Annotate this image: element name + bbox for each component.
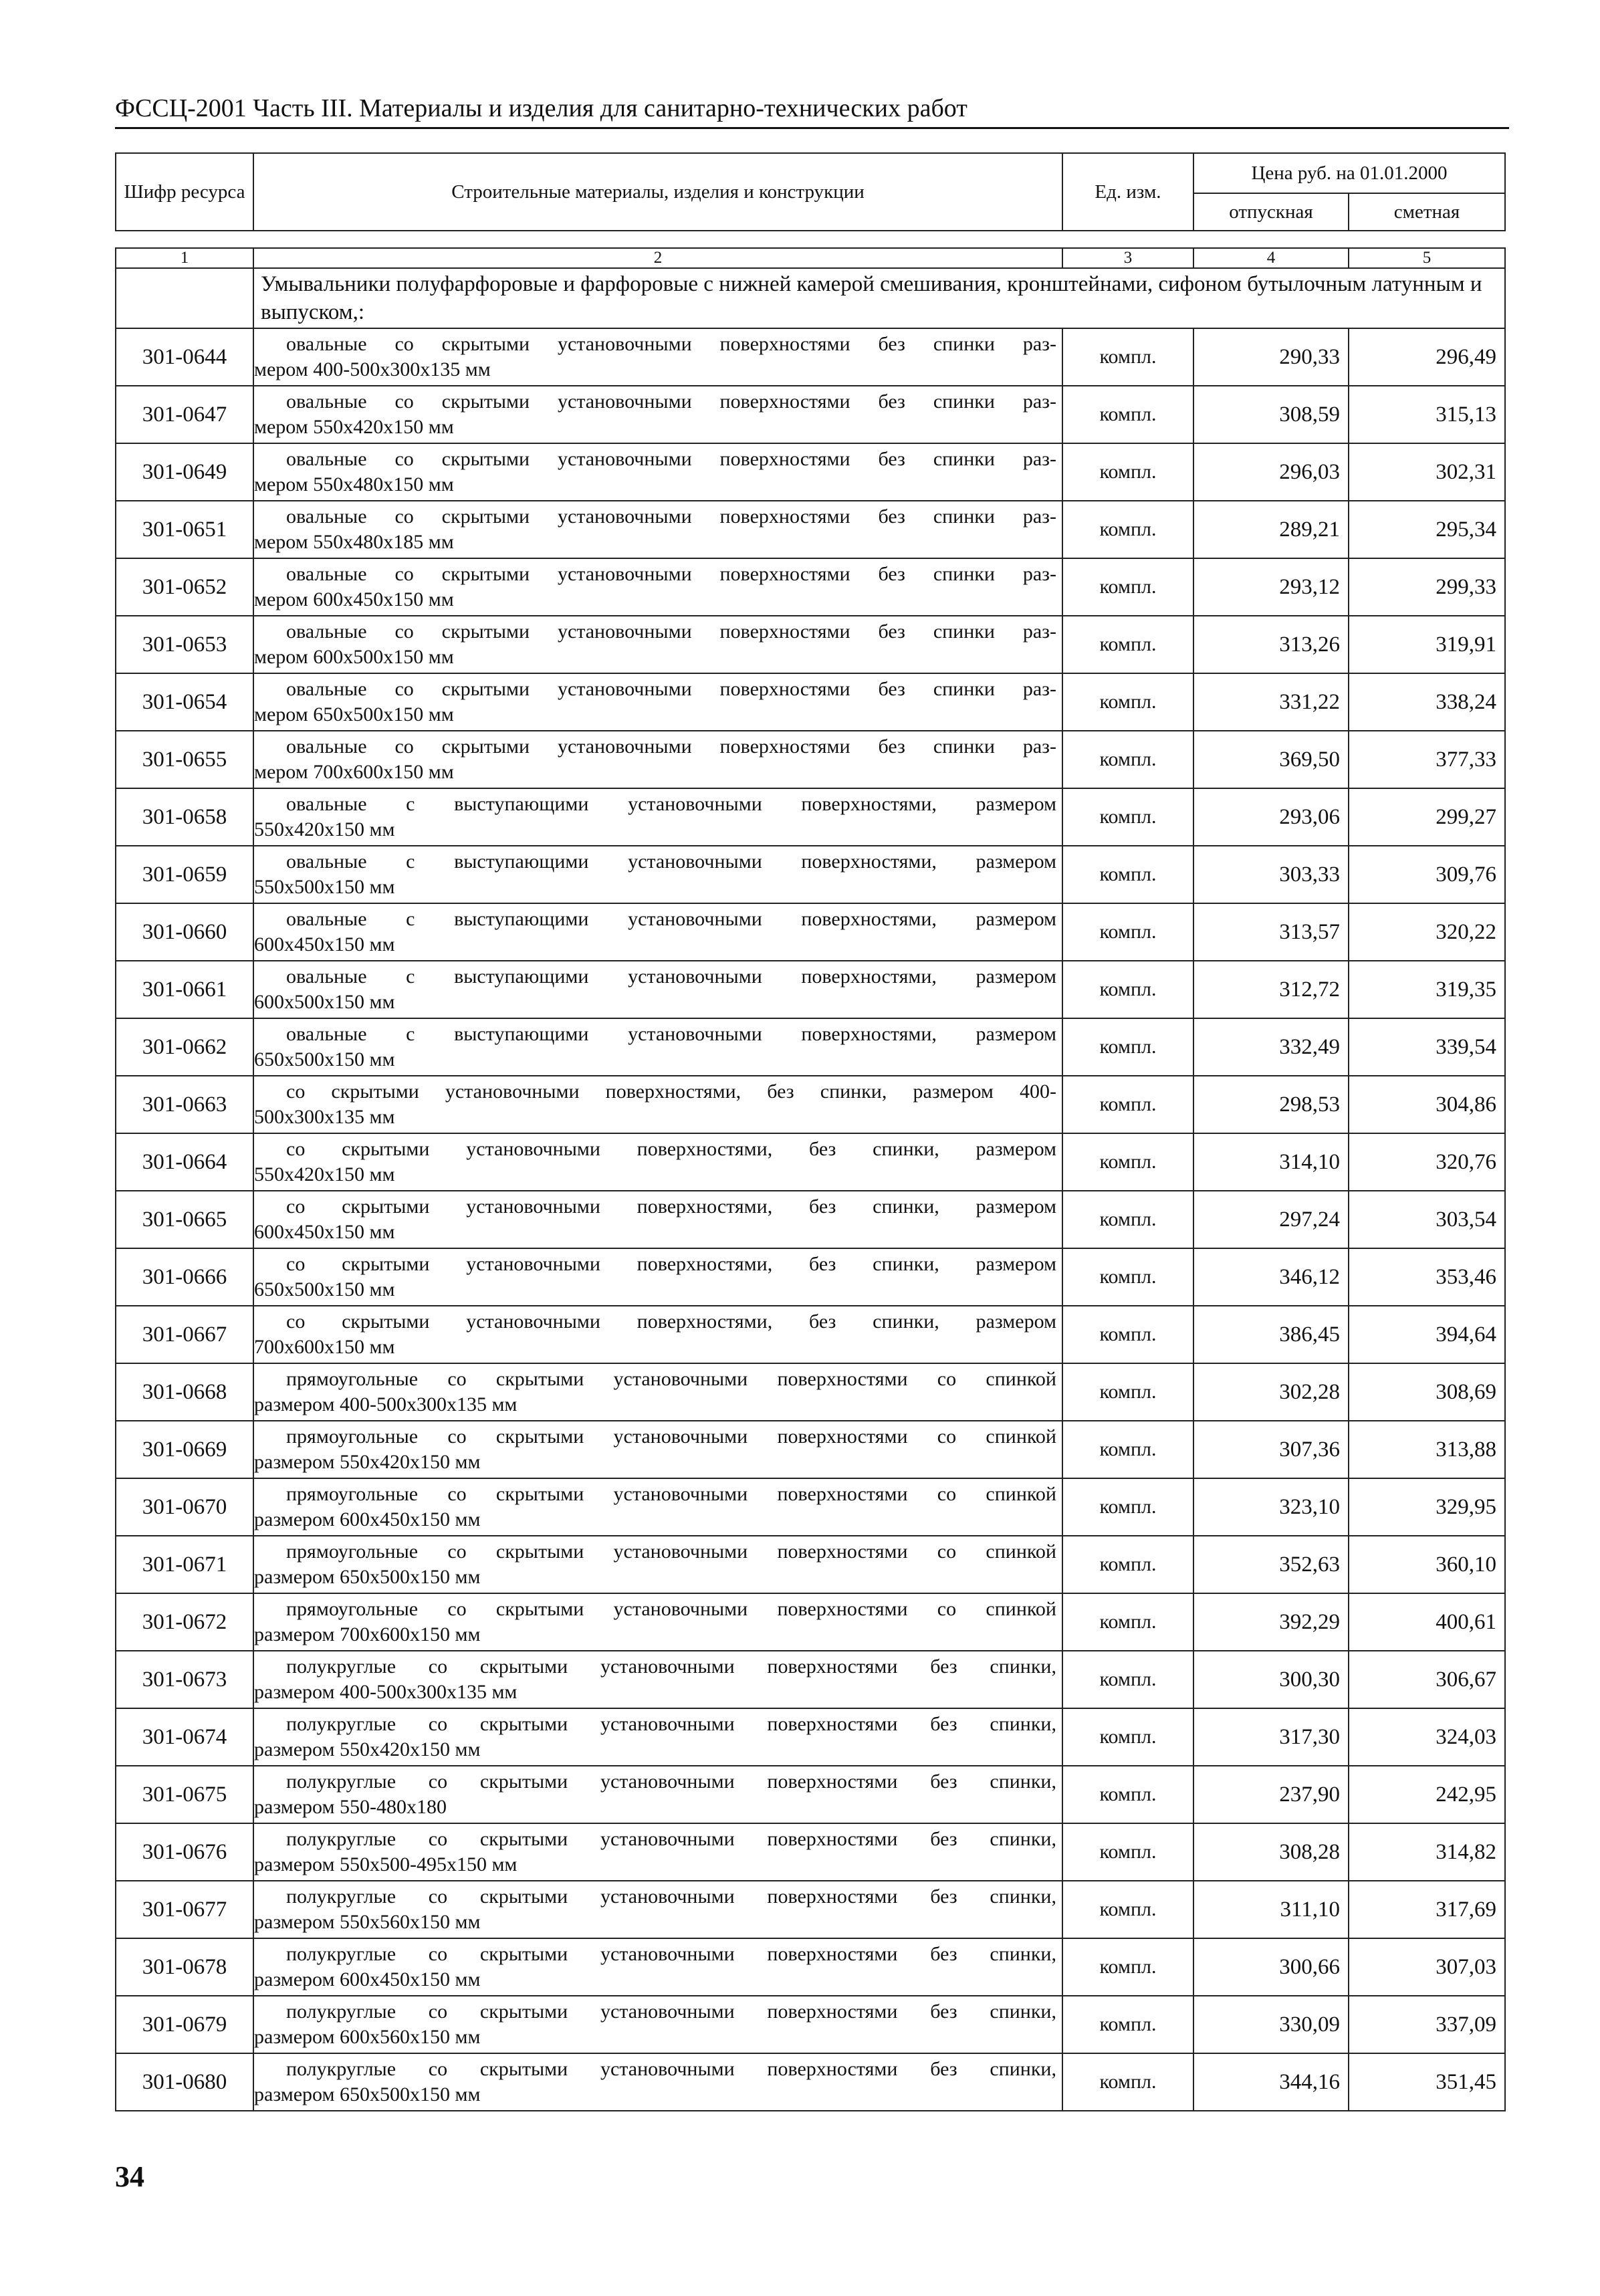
description-line-2: мером 400-500х300х135 мм (254, 358, 491, 380)
item-description (253, 501, 1062, 558)
resource-code: 301-0669 (116, 1421, 253, 1478)
description-line-1: полукруглые со скрытыми установочными поверхностями без спинки, (286, 1943, 1056, 1965)
resource-code: 301-0671 (116, 1536, 253, 1593)
table-row (116, 1996, 1505, 2053)
item-description (253, 1881, 1062, 1938)
description-line-1: полукруглые со скрытыми установочными поверхностями без спинки, (286, 1713, 1056, 1735)
item-description (253, 1363, 1062, 1421)
description-line-2: мером 700х600х150 мм (254, 761, 454, 783)
description-line-1: со скрытыми установочными поверхностями, без спинки, размером (286, 1253, 1056, 1275)
resource-code: 301-0663 (116, 1076, 253, 1133)
estimate-price: 353,46 (1349, 1248, 1505, 1306)
estimate-price: 337,09 (1349, 1996, 1505, 2053)
estimate-price: 317,69 (1349, 1881, 1505, 1938)
estimate-price: 400,61 (1349, 1593, 1505, 1651)
estimate-price: 299,27 (1349, 788, 1505, 846)
estimate-price: 242,95 (1349, 1766, 1505, 1823)
description-line-2: мером 550х480х150 мм (254, 473, 454, 495)
release-price: 302,28 (1193, 1363, 1349, 1421)
item-description (253, 328, 1062, 386)
unit: компл. (1062, 2053, 1193, 2111)
column-number: 4 (1193, 248, 1349, 268)
description-line-2: 550х500х150 мм (254, 876, 395, 898)
description-line-2: 550х420х150 мм (254, 1163, 395, 1185)
description-line-1: овальные со скрытыми установочными поверхностями без спинки раз- (286, 448, 1056, 470)
estimate-price: 313,88 (1349, 1421, 1505, 1478)
description-line-2: мером 600х450х150 мм (254, 588, 454, 610)
description-line-1: прямоугольные со скрытыми установочными поверхностями со спинкой (286, 1483, 1056, 1505)
unit: компл. (1062, 673, 1193, 731)
resource-code: 301-0652 (116, 558, 253, 616)
item-description (253, 1938, 1062, 1996)
resource-code: 301-0654 (116, 673, 253, 731)
description-line-2: мером 650х500х150 мм (254, 703, 454, 725)
table-row (116, 1708, 1505, 1766)
table-row (116, 1191, 1505, 1248)
description-line-2: размером 700х600х150 мм (254, 1623, 481, 1645)
release-price: 314,10 (1193, 1133, 1349, 1191)
item-description (253, 1191, 1062, 1248)
estimate-price: 319,91 (1349, 616, 1505, 673)
estimate-price: 315,13 (1349, 386, 1505, 443)
resource-code: 301-0666 (116, 1248, 253, 1306)
resource-code: 301-0673 (116, 1651, 253, 1708)
estimate-price: 351,45 (1349, 2053, 1505, 2111)
release-price: 296,03 (1193, 443, 1349, 501)
unit: компл. (1062, 1881, 1193, 1938)
resource-code: 301-0655 (116, 731, 253, 788)
description-line-2: 650х500х150 мм (254, 1048, 395, 1070)
release-price: 332,49 (1193, 1018, 1349, 1076)
resource-code: 301-0675 (116, 1766, 253, 1823)
resource-code: 301-0672 (116, 1593, 253, 1651)
release-price: 300,30 (1193, 1651, 1349, 1708)
unit: компл. (1062, 386, 1193, 443)
table-row (116, 1306, 1505, 1363)
table-row (116, 1593, 1505, 1651)
description-line-1: овальные со скрытыми установочными поверхностями без спинки раз- (286, 390, 1056, 413)
page-number: 34 (115, 2160, 144, 2193)
release-price: 312,72 (1193, 961, 1349, 1018)
description-line-1: полукруглые со скрытыми установочными поверхностями без спинки, (286, 1828, 1056, 1850)
description-line-1: со скрытыми установочными поверхностями, без спинки, размером (286, 1195, 1056, 1218)
release-price: 352,63 (1193, 1536, 1349, 1593)
table-row (116, 846, 1505, 903)
unit: компл. (1062, 1363, 1193, 1421)
column-number-row (116, 248, 1505, 268)
unit: компл. (1062, 1708, 1193, 1766)
resource-code: 301-0644 (116, 328, 253, 386)
table-row (116, 731, 1505, 788)
unit: компл. (1062, 616, 1193, 673)
description-line-2: 600х450х150 мм (254, 933, 395, 955)
release-price: 308,28 (1193, 1823, 1349, 1881)
resource-code: 301-0660 (116, 903, 253, 961)
description-line-1: овальные со скрытыми установочными поверхностями без спинки раз- (286, 678, 1056, 700)
description-line-1: овальные со скрытыми установочными поверхностями без спинки раз- (286, 505, 1056, 528)
description-line-1: со скрытыми установочными поверхностями, без спинки, размером 400- (286, 1080, 1056, 1103)
unit: компл. (1062, 731, 1193, 788)
description-line-1: полукруглые со скрытыми установочными поверхностями без спинки, (286, 2000, 1056, 2023)
description-line-2: размером 650х500х150 мм (254, 2083, 481, 2105)
unit: компл. (1062, 846, 1193, 903)
description-line-2: мером 550х480х185 мм (254, 531, 454, 553)
release-price: 392,29 (1193, 1593, 1349, 1651)
item-description (253, 1651, 1062, 1708)
unit: компл. (1062, 1248, 1193, 1306)
release-price: 308,59 (1193, 386, 1349, 443)
release-price: 293,06 (1193, 788, 1349, 846)
unit: компл. (1062, 1018, 1193, 1076)
estimate-price: 394,64 (1349, 1306, 1505, 1363)
description-line-2: размером 550х560х150 мм (254, 1911, 481, 1933)
estimate-price: 303,54 (1349, 1191, 1505, 1248)
description-line-2: 600х450х150 мм (254, 1221, 395, 1243)
description-line-2: размером 400-500х300х135 мм (254, 1393, 518, 1415)
description-line-1: овальные со скрытыми установочными поверхностями без спинки раз- (286, 563, 1056, 585)
description-line-1: овальные с выступающими установочными поверхностями, размером (286, 793, 1056, 815)
resource-code: 301-0659 (116, 846, 253, 903)
item-description (253, 1248, 1062, 1306)
estimate-price: 320,22 (1349, 903, 1505, 961)
resource-code: 301-0658 (116, 788, 253, 846)
table-row (116, 328, 1505, 386)
release-price: 297,24 (1193, 1191, 1349, 1248)
table-row (116, 1478, 1505, 1536)
item-description (253, 1018, 1062, 1076)
description-line-2: 600х500х150 мм (254, 991, 395, 1013)
table-row (116, 443, 1505, 501)
table-row (116, 903, 1505, 961)
description-line-2: размером 650х500х150 мм (254, 1566, 481, 1588)
item-description (253, 616, 1062, 673)
description-line-2: мером 550х420х150 мм (254, 416, 454, 438)
release-price: 298,53 (1193, 1076, 1349, 1133)
release-price: 369,50 (1193, 731, 1349, 788)
resource-code: 301-0661 (116, 961, 253, 1018)
release-price: 386,45 (1193, 1306, 1349, 1363)
table-row (116, 1018, 1505, 1076)
release-price: 331,22 (1193, 673, 1349, 731)
header-unit: Ед. изм. (1062, 153, 1193, 231)
unit: компл. (1062, 1191, 1193, 1248)
resource-code: 301-0677 (116, 1881, 253, 1938)
header-code: Шифр ресурса (116, 153, 253, 231)
release-price: 237,90 (1193, 1766, 1349, 1823)
unit: компл. (1062, 961, 1193, 1018)
description-line-2: размером 600х560х150 мм (254, 2026, 481, 2048)
item-description (253, 1306, 1062, 1363)
item-description (253, 386, 1062, 443)
resource-code: 301-0674 (116, 1708, 253, 1766)
unit: компл. (1062, 443, 1193, 501)
resource-code: 301-0667 (116, 1306, 253, 1363)
item-description (253, 443, 1062, 501)
item-description (253, 846, 1062, 903)
release-price: 313,26 (1193, 616, 1349, 673)
item-description (253, 1076, 1062, 1133)
estimate-price: 319,35 (1349, 961, 1505, 1018)
table-header-row (116, 153, 1505, 193)
item-description (253, 1708, 1062, 1766)
estimate-price: 302,31 (1349, 443, 1505, 501)
description-line-2: размером 600х450х150 мм (254, 1968, 481, 1990)
unit: компл. (1062, 501, 1193, 558)
resource-code: 301-0662 (116, 1018, 253, 1076)
header-name: Строительные материалы, изделия и конструкции (253, 153, 1062, 231)
table-row (116, 558, 1505, 616)
unit: компл. (1062, 328, 1193, 386)
header-price-group: Цена руб. на 01.01.2000 (1193, 153, 1505, 193)
unit: компл. (1062, 1938, 1193, 1996)
description-line-2: 650х500х150 мм (254, 1278, 395, 1300)
unit: компл. (1062, 1421, 1193, 1478)
estimate-price: 306,67 (1349, 1651, 1505, 1708)
description-line-2: размером 550х420х150 мм (254, 1451, 481, 1473)
item-description (253, 673, 1062, 731)
resource-code: 301-0678 (116, 1938, 253, 1996)
unit: компл. (1062, 1306, 1193, 1363)
item-description (253, 1536, 1062, 1593)
table-row (116, 1536, 1505, 1593)
description-line-1: полукруглые со скрытыми установочными поверхностями без спинки, (286, 1885, 1056, 1908)
table-row (116, 788, 1505, 846)
item-description (253, 1996, 1062, 2053)
estimate-price: 329,95 (1349, 1478, 1505, 1536)
description-line-1: овальные с выступающими установочными поверхностями, размером (286, 850, 1056, 873)
unit: компл. (1062, 1133, 1193, 1191)
unit: компл. (1062, 1536, 1193, 1593)
description-line-1: овальные со скрытыми установочными поверхностями без спинки раз- (286, 333, 1056, 355)
estimate-price: 304,86 (1349, 1076, 1505, 1133)
table-row (116, 673, 1505, 731)
estimate-price: 295,34 (1349, 501, 1505, 558)
table-row (116, 1881, 1505, 1938)
resource-code: 301-0664 (116, 1133, 253, 1191)
item-description (253, 961, 1062, 1018)
description-line-1: со скрытыми установочными поверхностями, без спинки, размером (286, 1138, 1056, 1160)
description-line-2: 700х600х150 мм (254, 1336, 395, 1358)
description-line-2: размером 550-480х180 (254, 1796, 447, 1818)
unit: компл. (1062, 558, 1193, 616)
release-price: 289,21 (1193, 501, 1349, 558)
table-row (116, 961, 1505, 1018)
description-line-1: прямоугольные со скрытыми установочными поверхностями со спинкой (286, 1540, 1056, 1563)
resource-code: 301-0676 (116, 1823, 253, 1881)
description-line-1: со скрытыми установочными поверхностями, без спинки, размером (286, 1310, 1056, 1333)
description-line-1: прямоугольные со скрытыми установочными поверхностями со спинкой (286, 1425, 1056, 1448)
description-line-1: овальные с выступающими установочными поверхностями, размером (286, 908, 1056, 930)
table-row (116, 1248, 1505, 1306)
item-description (253, 788, 1062, 846)
item-description (253, 1478, 1062, 1536)
table-row (116, 616, 1505, 673)
resource-code: 301-0651 (116, 501, 253, 558)
description-line-2: 550х420х150 мм (254, 818, 395, 840)
description-line-1: прямоугольные со скрытыми установочными поверхностями со спинкой (286, 1368, 1056, 1390)
description-line-1: овальные с выступающими установочными поверхностями, размером (286, 1023, 1056, 1045)
resource-code: 301-0668 (116, 1363, 253, 1421)
item-description (253, 1133, 1062, 1191)
price-table (115, 152, 1506, 2111)
group-title: Умывальники полуфарфоровые и фарфоровые с нижней камерой смешивания, кронштейнами, сифоном бутылочным латунным и выпуском,: (253, 268, 1505, 328)
header-release-price: отпускная (1193, 193, 1349, 231)
resource-code: 301-0649 (116, 443, 253, 501)
estimate-price: 299,33 (1349, 558, 1505, 616)
column-number: 2 (253, 248, 1062, 268)
resource-code: 301-0653 (116, 616, 253, 673)
column-number: 1 (116, 248, 253, 268)
description-line-1: овальные со скрытыми установочными поверхностями без спинки раз- (286, 735, 1056, 758)
unit: компл. (1062, 1651, 1193, 1708)
release-price: 311,10 (1193, 1881, 1349, 1938)
release-price: 303,33 (1193, 846, 1349, 903)
release-price: 307,36 (1193, 1421, 1349, 1478)
estimate-price: 314,82 (1349, 1823, 1505, 1881)
estimate-price: 324,03 (1349, 1708, 1505, 1766)
estimate-price: 377,33 (1349, 731, 1505, 788)
description-line-1: овальные со скрытыми установочными поверхностями без спинки раз- (286, 620, 1056, 643)
resource-code: 301-0679 (116, 1996, 253, 2053)
release-price: 300,66 (1193, 1938, 1349, 1996)
estimate-price: 308,69 (1349, 1363, 1505, 1421)
table-row (116, 1823, 1505, 1881)
unit: компл. (1062, 903, 1193, 961)
item-description (253, 558, 1062, 616)
unit: компл. (1062, 1766, 1193, 1823)
release-price: 290,33 (1193, 328, 1349, 386)
unit: компл. (1062, 788, 1193, 846)
estimate-price: 296,49 (1349, 328, 1505, 386)
column-number: 5 (1349, 248, 1505, 268)
estimate-price: 309,76 (1349, 846, 1505, 903)
estimate-price: 360,10 (1349, 1536, 1505, 1593)
table-row (116, 1363, 1505, 1421)
release-price: 313,57 (1193, 903, 1349, 961)
description-line-2: 500х300х135 мм (254, 1106, 395, 1128)
estimate-price: 338,24 (1349, 673, 1505, 731)
description-line-2: размером 400-500х300х135 мм (254, 1681, 518, 1703)
resource-code: 301-0670 (116, 1478, 253, 1536)
description-line-1: полукруглые со скрытыми установочными поверхностями без спинки, (286, 2058, 1056, 2080)
estimate-price: 307,03 (1349, 1938, 1505, 1996)
resource-code: 301-0680 (116, 2053, 253, 2111)
table-row (116, 1076, 1505, 1133)
item-description (253, 2053, 1062, 2111)
release-price: 344,16 (1193, 2053, 1349, 2111)
description-line-2: размером 550х420х150 мм (254, 1738, 481, 1760)
release-price: 293,12 (1193, 558, 1349, 616)
unit: компл. (1062, 1996, 1193, 2053)
table-row (116, 1133, 1505, 1191)
estimate-price: 320,76 (1349, 1133, 1505, 1191)
release-price: 330,09 (1193, 1996, 1349, 2053)
description-line-2: мером 600х500х150 мм (254, 646, 454, 668)
table-row (116, 501, 1505, 558)
description-line-2: размером 550х500-495х150 мм (254, 1853, 518, 1875)
item-description (253, 731, 1062, 788)
table-row (116, 1766, 1505, 1823)
item-description (253, 1421, 1062, 1478)
table-row (116, 1421, 1505, 1478)
item-description (253, 1766, 1062, 1823)
unit: компл. (1062, 1478, 1193, 1536)
description-line-1: овальные с выступающими установочными поверхностями, размером (286, 965, 1056, 988)
table-row (116, 2053, 1505, 2111)
table-row (116, 1938, 1505, 1996)
release-price: 317,30 (1193, 1708, 1349, 1766)
table-row (116, 1651, 1505, 1708)
table-row (116, 386, 1505, 443)
unit: компл. (1062, 1823, 1193, 1881)
resource-code: 301-0647 (116, 386, 253, 443)
unit: компл. (1062, 1593, 1193, 1651)
release-price: 346,12 (1193, 1248, 1349, 1306)
item-description (253, 1823, 1062, 1881)
resource-code: 301-0665 (116, 1191, 253, 1248)
release-price: 323,10 (1193, 1478, 1349, 1536)
estimate-price: 339,54 (1349, 1018, 1505, 1076)
group-row (116, 268, 1505, 328)
item-description (253, 1593, 1062, 1651)
unit: компл. (1062, 1076, 1193, 1133)
description-line-1: полукруглые со скрытыми установочными поверхностями без спинки, (286, 1655, 1056, 1678)
description-line-2: размером 600х450х150 мм (254, 1508, 481, 1530)
description-line-1: полукруглые со скрытыми установочными поверхностями без спинки, (286, 1770, 1056, 1793)
header-estimate-price: сметная (1349, 193, 1505, 231)
column-number: 3 (1062, 248, 1193, 268)
description-line-1: прямоугольные со скрытыми установочными поверхностями со спинкой (286, 1598, 1056, 1620)
page-title: ФССЦ-2001 Часть III. Материалы и изделия для санитарно-технических работ (115, 92, 1509, 129)
item-description (253, 903, 1062, 961)
